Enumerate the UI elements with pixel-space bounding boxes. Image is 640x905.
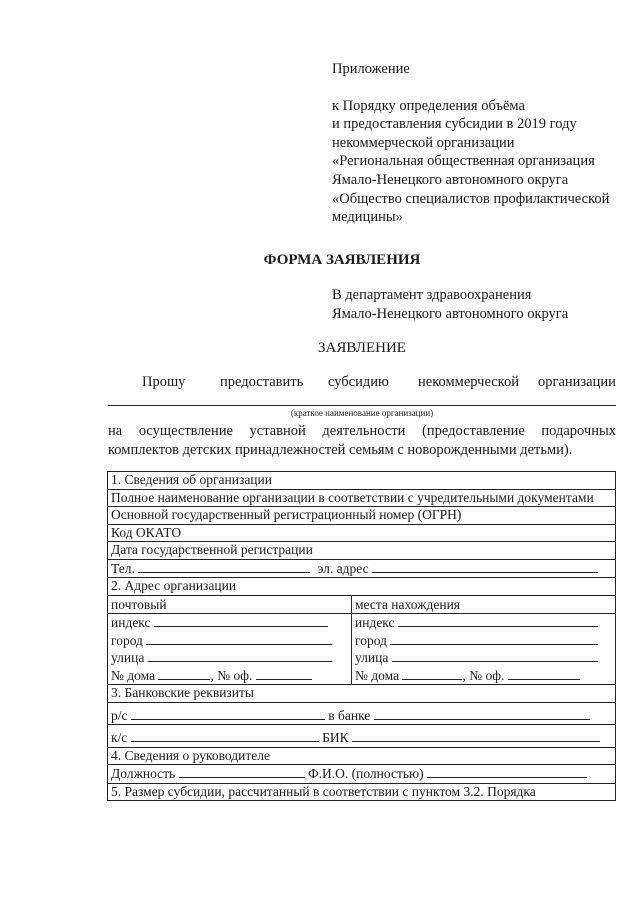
postal-index-label: индекс — [111, 615, 151, 630]
postal-street-label: улица — [111, 650, 145, 665]
statement-title: ЗАЯВЛЕНИЕ — [318, 340, 406, 356]
reg-date-field[interactable]: Дата государственной регистрации — [108, 542, 616, 560]
email-label: эл. адрес — [317, 560, 369, 576]
location-address — [352, 595, 616, 685]
rs-row — [108, 702, 616, 725]
request-word: организации — [538, 374, 616, 390]
ks-row — [108, 725, 616, 748]
section-4-title: 4. Сведения о руководителе — [108, 747, 616, 765]
postal-index-field[interactable] — [154, 614, 328, 627]
request-word: Прошу — [142, 374, 186, 390]
request-word: субсидию — [328, 374, 389, 390]
request-word: предоставить — [220, 374, 304, 390]
appendix-line: медицины» — [332, 209, 403, 226]
section-2-title: 2. Адрес организации — [108, 578, 616, 596]
addressee-line: В департамент здравоохранения — [332, 287, 532, 303]
location-office-label: , № оф. — [462, 667, 505, 683]
ks-field[interactable] — [131, 729, 319, 742]
head-row — [108, 765, 616, 784]
appendix-line: некоммерческой организации — [332, 134, 515, 151]
purpose-word: деятельности — [322, 423, 406, 439]
location-city-field[interactable] — [390, 632, 598, 645]
tel-label: Тел. — [111, 560, 135, 576]
purpose-word: на — [108, 423, 123, 439]
full-name-field[interactable]: Полное наименование организации в соответствии с учредительными документами — [108, 489, 616, 507]
fio-label: Ф.И.О. (полностью) — [307, 766, 424, 781]
section-3-title: 3. Банковские реквизиты — [108, 685, 616, 703]
org-name-caption: (краткое наименование организации) — [290, 408, 434, 418]
bik-label: БИК — [322, 730, 349, 745]
purpose-text — [108, 422, 616, 460]
position-label: Должность — [111, 766, 176, 781]
postal-city-field[interactable] — [146, 632, 332, 645]
purpose-word: (предоставление — [422, 423, 525, 439]
postal-label: почтовый — [108, 596, 351, 615]
location-index-field[interactable] — [398, 614, 598, 627]
location-label: места нахождения — [352, 596, 615, 615]
contacts-row — [108, 559, 616, 578]
location-street-label: улица — [355, 650, 389, 665]
fio-field[interactable] — [427, 765, 587, 778]
addressee-line: Ямало-Ненецкого автономного округа — [332, 305, 569, 322]
bank-label: в банке — [328, 707, 371, 723]
postal-office-label: , № оф. — [210, 667, 253, 683]
appendix-block — [332, 60, 632, 227]
purpose-line: комплектов детских принадлежностей семьям с новорожденными детьми). — [108, 442, 573, 458]
addressee — [332, 286, 568, 323]
postal-street-field[interactable] — [148, 649, 332, 662]
appendix-title: Приложение — [332, 61, 410, 77]
section-1-title: 1. Сведения об организации — [108, 472, 616, 490]
appendix-line: и предоставления субсидии в 2019 году — [332, 116, 577, 133]
postal-house-field[interactable] — [158, 667, 210, 680]
postal-office-field[interactable] — [256, 667, 312, 680]
postal-address — [108, 595, 352, 685]
purpose-word: уставной — [249, 423, 306, 439]
section-5-title: 5. Размер субсидии, рассчитанный в соответствии с пунктом 3.2. Порядка — [108, 783, 616, 801]
org-name-field[interactable] — [108, 405, 616, 406]
request-word: некоммерческой — [418, 374, 519, 390]
bik-field[interactable] — [352, 729, 600, 742]
purpose-word: осуществление — [138, 423, 233, 439]
purpose-word: подарочных — [541, 423, 616, 439]
postal-city-label: город — [111, 632, 143, 648]
appendix-line: «Общество специалистов профилактической — [332, 190, 610, 207]
ks-label: к/с — [111, 730, 128, 745]
postal-house-label: № дома — [111, 667, 156, 683]
ogrn-field[interactable]: Основной государственный регистрационный номер (ОГРН) — [108, 507, 616, 525]
location-house-field[interactable] — [402, 667, 462, 680]
location-city-label: город — [355, 632, 387, 648]
application-form-table — [107, 471, 616, 801]
position-field[interactable] — [179, 765, 305, 778]
okato-field[interactable]: Код ОКАТО — [108, 524, 616, 542]
appendix-line: к Порядку определения объёма — [332, 97, 525, 114]
tel-field[interactable] — [138, 560, 310, 573]
email-field[interactable] — [372, 560, 598, 573]
location-house-label: № дома — [355, 667, 400, 683]
location-office-field[interactable] — [508, 667, 580, 680]
location-index-label: индекс — [355, 615, 395, 630]
location-street-field[interactable] — [392, 649, 598, 662]
appendix-line: «Региональная общественная организация — [332, 153, 595, 170]
rs-label: р/с — [111, 707, 128, 723]
rs-field[interactable] — [131, 707, 325, 720]
appendix-line: Ямало-Ненецкого автономного округа — [332, 171, 569, 188]
bank-field[interactable] — [374, 707, 590, 720]
form-title: ФОРМА ЗАЯВЛЕНИЯ — [263, 252, 421, 268]
